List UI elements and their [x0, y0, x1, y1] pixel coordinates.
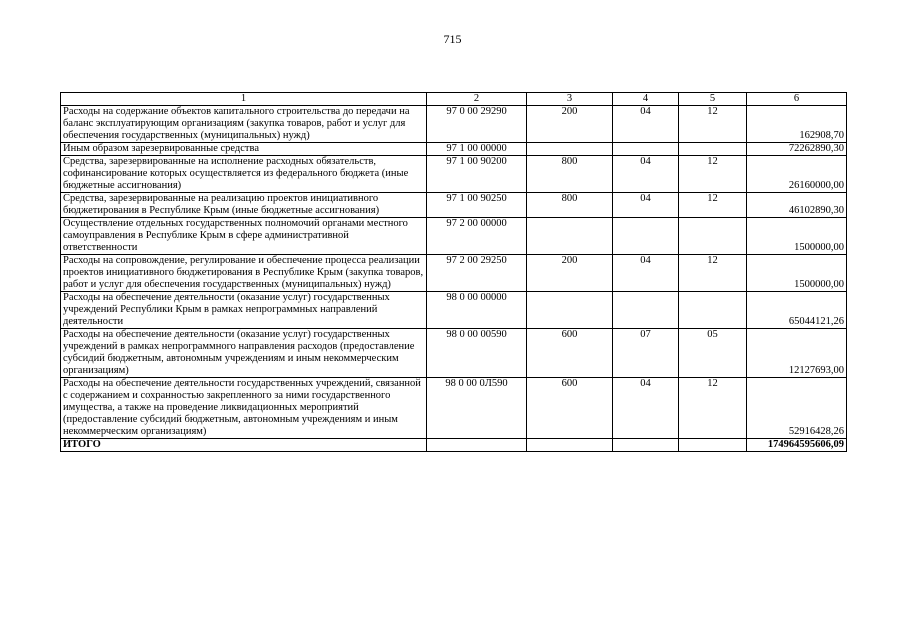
row-expense-type: 600 [527, 378, 613, 439]
row-name: Расходы на обеспечение деятельности государственных учреждений, связанной с содержанием и сохранностью закрепленного за ними государственного имущества, а также на проведение ликвидационных мероприятий (предоставление субсидий бюджетным, автономным учреждениям и иным некоммерческим организациям) [61, 378, 427, 439]
table-row [61, 143, 847, 156]
row-name: Расходы на содержание объектов капитального строительства до передачи на баланс эксплуатирующим организациям (закупка товаров, работ и услуг для обеспечения государственных (муниципальных) нужд) [61, 106, 427, 143]
header-col-6: 6 [747, 93, 847, 106]
row-sum: 52916428,26 [747, 378, 847, 439]
row-section: 04 [613, 106, 679, 143]
row-subsection: 12 [679, 106, 747, 143]
empty-cell [613, 439, 679, 452]
row-name: Иным образом зарезервированные средства [61, 143, 427, 156]
table-row [61, 378, 847, 439]
row-name: Расходы на обеспечение деятельности (оказание услуг) государственных учреждений Республики Крым в рамках непрограммных направлений деятельности [61, 292, 427, 329]
header-col-2: 2 [427, 93, 527, 106]
row-name: Средства, зарезервированные на исполнение расходных обязательств, софинансирование которых осуществляется из федерального бюджета (иные бюджетные ассигнования) [61, 156, 427, 193]
table-row [61, 292, 847, 329]
row-section: 04 [613, 193, 679, 218]
total-label: ИТОГО [61, 439, 427, 452]
row-expense-type: 800 [527, 193, 613, 218]
row-sum: 46102890,30 [747, 193, 847, 218]
row-expense-type: 800 [527, 156, 613, 193]
table-row [61, 329, 847, 378]
table-row [61, 255, 847, 292]
total-row [61, 439, 847, 452]
row-subsection: 12 [679, 378, 747, 439]
row-sum: 12127693,00 [747, 329, 847, 378]
row-subsection [679, 143, 747, 156]
row-code: 97 2 00 29250 [427, 255, 527, 292]
row-name: Осуществление отдельных государственных полномочий органами местного самоуправления в Республике Крым в сфере административной ответственности [61, 218, 427, 255]
row-name: Средства, зарезервированные на реализацию проектов инициативного бюджетирования в Республике Крым (иные бюджетные ассигнования) [61, 193, 427, 218]
row-subsection: 12 [679, 255, 747, 292]
row-code: 97 1 00 00000 [427, 143, 527, 156]
row-section: 04 [613, 156, 679, 193]
row-section: 04 [613, 255, 679, 292]
row-code: 98 0 00 00590 [427, 329, 527, 378]
row-sum: 1500000,00 [747, 255, 847, 292]
row-section [613, 292, 679, 329]
table-row [61, 156, 847, 193]
row-expense-type [527, 292, 613, 329]
row-sum: 26160000,00 [747, 156, 847, 193]
table-row [61, 106, 847, 143]
empty-cell [527, 439, 613, 452]
row-code: 97 2 00 00000 [427, 218, 527, 255]
row-subsection: 05 [679, 329, 747, 378]
total-sum: 174964595606,09 [747, 439, 847, 452]
header-col-3: 3 [527, 93, 613, 106]
row-subsection: 12 [679, 156, 747, 193]
row-sum: 1500000,00 [747, 218, 847, 255]
row-code: 97 1 00 90250 [427, 193, 527, 218]
table-header-row [61, 93, 847, 106]
header-col-4: 4 [613, 93, 679, 106]
page-number: 715 [443, 32, 462, 46]
row-name: Расходы на обеспечение деятельности (оказание услуг) государственных учреждений в рамках непрограммного направления расходов (предоставление субсидий бюджетным, автономным учреждениям и иным некоммерческим организациям) [61, 329, 427, 378]
header-col-1: 1 [61, 93, 427, 106]
row-code: 97 1 00 90200 [427, 156, 527, 193]
row-expense-type: 200 [527, 106, 613, 143]
empty-cell [427, 439, 527, 452]
row-subsection [679, 292, 747, 329]
row-expense-type: 200 [527, 255, 613, 292]
row-section [613, 143, 679, 156]
row-subsection [679, 218, 747, 255]
empty-cell [679, 439, 747, 452]
row-expense-type [527, 143, 613, 156]
row-expense-type [527, 218, 613, 255]
row-code: 97 0 00 29290 [427, 106, 527, 143]
row-expense-type: 600 [527, 329, 613, 378]
row-section [613, 218, 679, 255]
table-row [61, 218, 847, 255]
table-row [61, 193, 847, 218]
row-sum: 65044121,26 [747, 292, 847, 329]
row-subsection: 12 [679, 193, 747, 218]
budget-table [60, 92, 847, 452]
row-section: 04 [613, 378, 679, 439]
row-sum: 72262890,30 [747, 143, 847, 156]
row-name: Расходы на сопровождение, регулирование и обеспечение процесса реализации проектов инициативного бюджетирования в Республике Крым (закупка товаров, работ и услуг для обеспечения государственных (муниципальных) нужд) [61, 255, 427, 292]
row-sum: 162908,70 [747, 106, 847, 143]
row-code: 98 0 00 00000 [427, 292, 527, 329]
row-code: 98 0 00 0Л590 [427, 378, 527, 439]
header-col-5: 5 [679, 93, 747, 106]
row-section: 07 [613, 329, 679, 378]
